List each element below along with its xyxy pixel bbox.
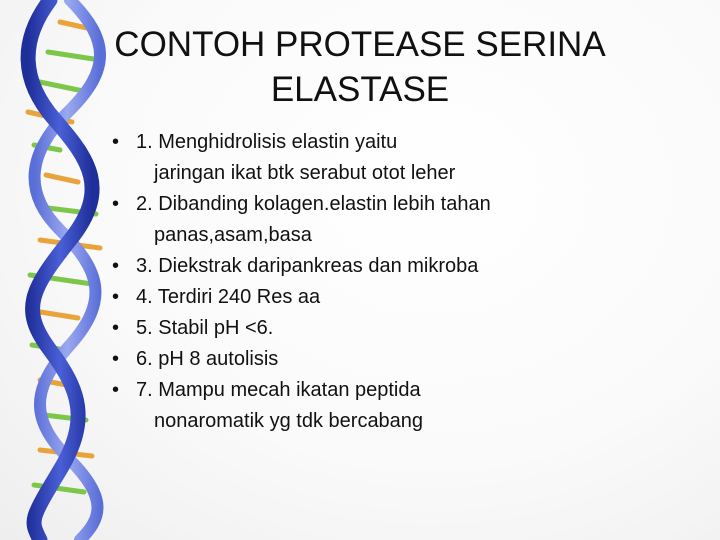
slide-title (60, 22, 660, 112)
bullet-text: 5. Stabil pH <6. (136, 317, 274, 339)
bullet-item (112, 251, 632, 282)
bullet-dot: • (112, 317, 120, 339)
slide-title-line-2: ELASTASE (270, 70, 450, 109)
bullet-text-continuation: panas,asam,basa (154, 224, 312, 246)
bullet-text: 2. Dibanding kolagen.elastin lebih tahan (136, 193, 491, 215)
bullet-dot: • (112, 379, 120, 401)
bullet-item (112, 127, 632, 189)
bullet-dot: • (112, 131, 120, 153)
bullet-item (112, 313, 632, 344)
bullet-item (112, 282, 632, 313)
bullet-list (112, 127, 632, 437)
bullet-dot: • (112, 193, 120, 215)
bullet-item (112, 375, 632, 437)
bullet-text-continuation: nonaromatik yg tdk bercabang (154, 410, 424, 432)
bullet-dot: • (112, 286, 120, 308)
bullet-text: 6. pH 8 autolisis (136, 348, 279, 370)
bullet-item (112, 344, 632, 375)
bullet-text: 4. Terdiri 240 Res aa (136, 286, 321, 308)
bullet-text: 3. Diekstrak daripankreas dan mikroba (136, 255, 479, 277)
bullet-dot: • (112, 348, 120, 370)
bullet-text: 7. Mampu mecah ikatan peptida (136, 379, 421, 401)
bullet-text-continuation: jaringan ikat btk serabut otot leher (154, 162, 456, 184)
bullet-item (112, 189, 632, 251)
bullet-text: 1. Menghidrolisis elastin yaitu (136, 131, 398, 153)
slide-title-line-1: CONTOH PROTEASE SERINA (114, 25, 606, 64)
bullet-dot: • (112, 255, 120, 277)
